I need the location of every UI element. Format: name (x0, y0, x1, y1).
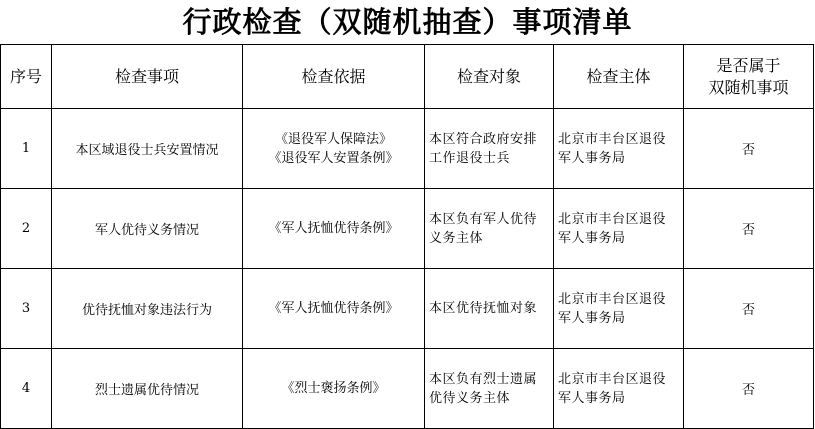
row-random: 否 (684, 109, 814, 189)
row-item: 军人优待义务情况 (52, 189, 243, 269)
row-subject: 北京市丰台区退役军人事务局 (554, 109, 684, 189)
basis-line: 《烈士褒扬条例》 (281, 381, 386, 396)
basis-line: 《军人抚恤优待条例》 (268, 221, 399, 236)
row-subject: 北京市丰台区退役军人事务局 (554, 349, 684, 429)
row-subject: 北京市丰台区退役军人事务局 (554, 269, 684, 349)
row-random: 否 (684, 189, 814, 269)
row-target: 本区优待抚恤对象 (425, 269, 554, 349)
row-num: 2 (1, 189, 52, 269)
row-target: 本区负有烈士遗属优待义务主体 (425, 349, 554, 429)
row-basis (243, 269, 425, 349)
header-subject: 检查主体 (554, 45, 684, 109)
header-basis: 检查依据 (243, 45, 425, 109)
row-random: 否 (684, 349, 814, 429)
basis-line: 《退役军人安置条例》 (268, 150, 399, 166)
basis-line: 《退役军人保障法》 (274, 131, 392, 147)
row-item: 优待抚恤对象违法行为 (52, 269, 243, 349)
header-num: 序号 (1, 45, 52, 109)
page-title: 行政检查（双随机抽查）事项清单 (182, 5, 633, 39)
table-header-row (1, 45, 814, 109)
inspection-table (0, 44, 814, 429)
row-item: 烈士遗属优待情况 (52, 349, 243, 429)
header-item: 检查事项 (52, 45, 243, 109)
row-target: 本区负有军人优待义务主体 (425, 189, 554, 269)
header-random (684, 45, 814, 109)
row-num: 3 (1, 269, 52, 349)
table-row (1, 269, 814, 349)
row-num: 1 (1, 109, 52, 189)
row-subject: 北京市丰台区退役军人事务局 (554, 189, 684, 269)
row-num: 4 (1, 349, 52, 429)
row-random: 否 (684, 269, 814, 349)
header-target: 检查对象 (425, 45, 554, 109)
row-basis (243, 109, 425, 189)
basis-line: 《军人抚恤优待条例》 (268, 301, 399, 316)
table-row (1, 189, 814, 269)
row-target: 本区符合政府安排工作退役士兵 (425, 109, 554, 189)
header-random-line2: 双随机事项 (708, 77, 789, 97)
table-row (1, 109, 814, 189)
row-item: 本区域退役士兵安置情况 (52, 109, 243, 189)
row-basis (243, 189, 425, 269)
header-random-line1: 是否属于 (716, 55, 781, 75)
